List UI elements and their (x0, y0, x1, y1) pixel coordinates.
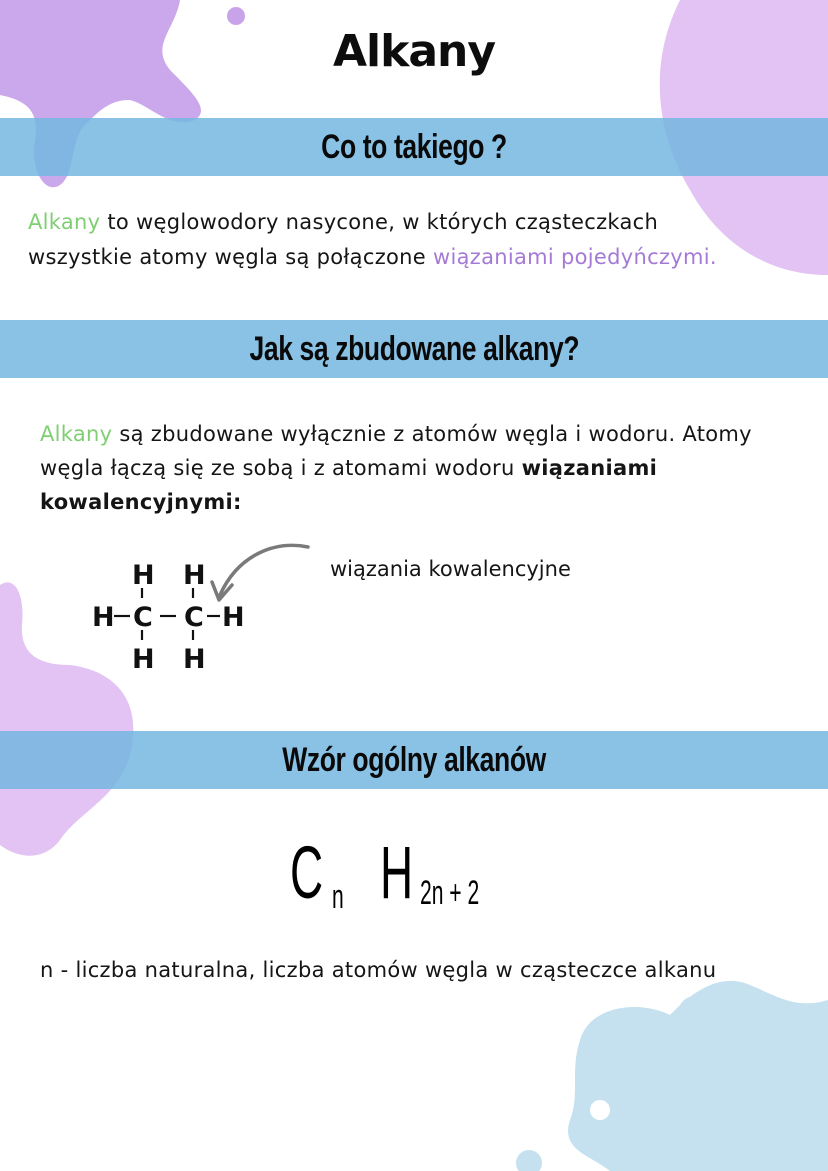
formula-note: n - liczba naturalna, liczba atomów węgla w cząsteczce alkanu (40, 958, 717, 982)
page-title: Alkany (332, 26, 496, 77)
ethane-structure-diagram (80, 540, 320, 680)
formula-hydrogen: H (380, 831, 414, 914)
structure-bold-2: kowalencyjnymi: (40, 490, 242, 514)
atom-h-bottom-1: H (132, 644, 155, 675)
section-band-formula (0, 731, 828, 789)
formula-hydrogen-subscript: 2n + 2 (420, 874, 480, 912)
diagram-caption: wiązania kowalencyjne (330, 557, 571, 581)
pointer-arrow-icon (220, 545, 308, 595)
atom-h-top-2: H (183, 560, 206, 591)
formula-carbon: C (290, 831, 324, 914)
section-band-definition (0, 118, 828, 176)
section-band-structure (0, 320, 828, 378)
structure-text-2: węgla łączą się ze sobą i z atomami wodoru (40, 456, 522, 480)
general-formula (290, 830, 550, 930)
structure-term: Alkany (40, 422, 113, 446)
atom-c-1: C (133, 602, 153, 633)
definition-paragraph (28, 205, 717, 275)
atom-h-left: H (92, 602, 115, 633)
definition-text-1: to węglowodory nasycone, w których cząsteczkach (100, 210, 659, 234)
structure-bold-1: wiązaniami (521, 456, 658, 480)
blue-blob-bottom-right (500, 960, 828, 1171)
atom-h-top-1: H (132, 560, 155, 591)
atom-h-bottom-2: H (183, 644, 206, 675)
structure-text-1: są zbudowane wyłącznie z atomów węgla i wodoru. Atomy (112, 422, 752, 446)
section-heading-structure: Jak są zbudowane alkany? (249, 329, 579, 368)
bond-lines (114, 588, 220, 640)
structure-paragraph (40, 417, 752, 519)
section-heading-formula: Wzór ogólny alkanów (282, 740, 546, 779)
definition-term: Alkany (28, 210, 101, 234)
definition-text-2: wszystkie atomy węgla są połączone (28, 245, 433, 269)
formula-carbon-subscript: n (332, 878, 344, 916)
atom-c-2: C (184, 602, 204, 633)
atom-h-right: H (222, 602, 245, 633)
definition-highlight: wiązaniami pojedyńczymi. (432, 245, 717, 269)
section-heading-definition: Co to takiego ? (321, 127, 507, 166)
